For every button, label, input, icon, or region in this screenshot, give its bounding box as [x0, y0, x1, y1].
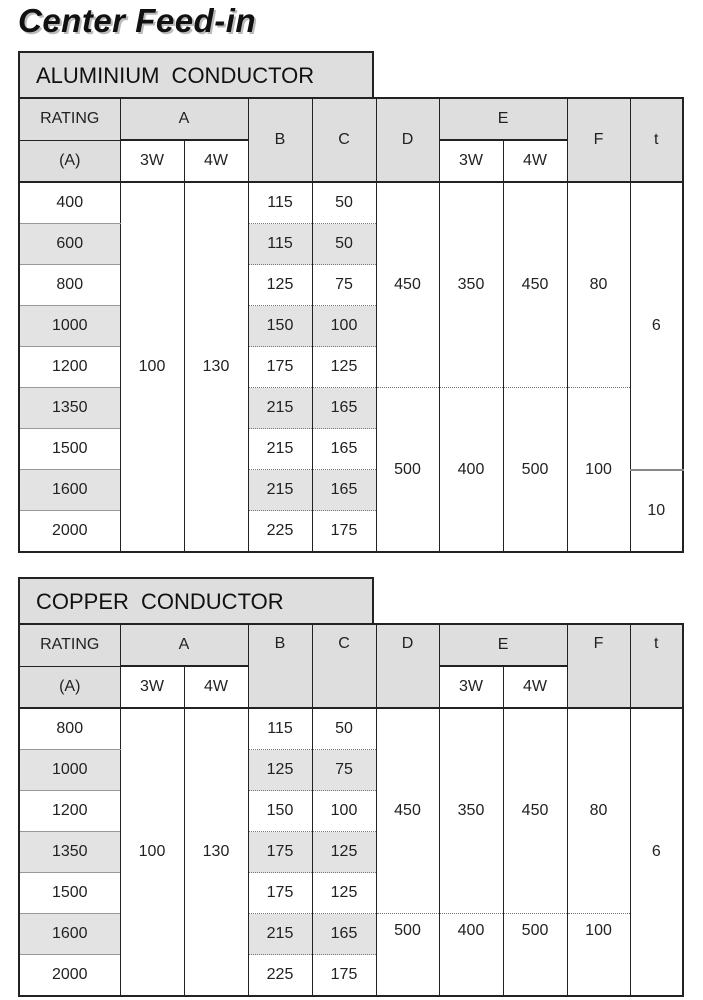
- c-header: C: [312, 624, 376, 708]
- d-header: D: [376, 624, 439, 708]
- rating-cell: 2000: [19, 955, 120, 997]
- e-3w-cell: 400: [439, 914, 503, 997]
- table-row: [19, 708, 683, 750]
- a-4w-cell: 130: [184, 708, 248, 996]
- b-cell: 115: [248, 182, 312, 224]
- c-cell: 125: [312, 873, 376, 914]
- e-4w-cell: 450: [503, 708, 567, 914]
- rating-cell: 400: [19, 182, 120, 224]
- aluminium-table: [18, 97, 684, 553]
- c-cell: 165: [312, 914, 376, 955]
- a-3w-header: 3W: [120, 140, 184, 182]
- c-cell: 75: [312, 750, 376, 791]
- a-4w-cell: 130: [184, 182, 248, 552]
- c-cell: 50: [312, 224, 376, 265]
- rating-cell: 1600: [19, 470, 120, 511]
- b-cell: 175: [248, 873, 312, 914]
- e-4w-cell: 450: [503, 182, 567, 388]
- table-row: [19, 914, 683, 955]
- c-cell: 75: [312, 265, 376, 306]
- t-cell: 6: [630, 182, 683, 470]
- a-4w-header: 4W: [184, 666, 248, 708]
- copper-table: [18, 623, 684, 997]
- rating-cell: 1200: [19, 791, 120, 832]
- a-header: A: [120, 98, 248, 140]
- unit-header: (A): [19, 666, 120, 708]
- b-cell: 115: [248, 224, 312, 265]
- b-cell: 125: [248, 265, 312, 306]
- a-3w-header: 3W: [120, 666, 184, 708]
- b-cell: 150: [248, 791, 312, 832]
- c-header: C: [312, 98, 376, 182]
- copper-section-label: COPPER CONDUCTOR: [18, 577, 374, 623]
- e-4w-cell: 500: [503, 914, 567, 997]
- b-cell: 175: [248, 347, 312, 388]
- c-cell: 175: [312, 955, 376, 997]
- a-3w-cell: 100: [120, 708, 184, 996]
- b-cell: 215: [248, 914, 312, 955]
- b-cell: 225: [248, 955, 312, 997]
- d-cell: 500: [376, 388, 439, 553]
- e-4w-cell: 500: [503, 388, 567, 553]
- c-cell: 165: [312, 388, 376, 429]
- rating-cell: 1500: [19, 429, 120, 470]
- e-header: E: [439, 624, 567, 666]
- c-cell: 50: [312, 708, 376, 750]
- rating-cell: 600: [19, 224, 120, 265]
- c-cell: 100: [312, 306, 376, 347]
- f-header: F: [567, 98, 630, 182]
- rating-cell: 1350: [19, 832, 120, 873]
- b-cell: 175: [248, 832, 312, 873]
- f-header: F: [567, 624, 630, 708]
- b-cell: 115: [248, 708, 312, 750]
- f-cell: 80: [567, 708, 630, 914]
- b-cell: 215: [248, 388, 312, 429]
- e-4w-header: 4W: [503, 666, 567, 708]
- e-4w-header: 4W: [503, 140, 567, 182]
- rating-cell: 800: [19, 265, 120, 306]
- c-cell: 175: [312, 511, 376, 553]
- rating-cell: 1350: [19, 388, 120, 429]
- c-cell: 50: [312, 182, 376, 224]
- table-row: [19, 182, 683, 224]
- b-cell: 225: [248, 511, 312, 553]
- rating-cell: 1000: [19, 750, 120, 791]
- rating-cell: 2000: [19, 511, 120, 553]
- c-cell: 125: [312, 832, 376, 873]
- d-cell: 450: [376, 708, 439, 914]
- rating-header: RATING: [19, 98, 120, 140]
- t-cell: 6: [630, 708, 683, 996]
- e-3w-cell: 350: [439, 182, 503, 388]
- rating-cell: 1500: [19, 873, 120, 914]
- unit-header: (A): [19, 140, 120, 182]
- d-cell: 500: [376, 914, 439, 997]
- b-header: B: [248, 98, 312, 182]
- f-cell: 100: [567, 914, 630, 997]
- rating-cell: 800: [19, 708, 120, 750]
- c-cell: 100: [312, 791, 376, 832]
- e-header: E: [439, 98, 567, 140]
- a-4w-header: 4W: [184, 140, 248, 182]
- a-header: A: [120, 624, 248, 666]
- b-cell: 215: [248, 429, 312, 470]
- e-3w-cell: 400: [439, 388, 503, 553]
- rating-cell: 1000: [19, 306, 120, 347]
- a-3w-cell: 100: [120, 182, 184, 552]
- d-cell: 450: [376, 182, 439, 388]
- t-header: t: [630, 624, 683, 708]
- c-cell: 165: [312, 429, 376, 470]
- e-3w-header: 3W: [439, 666, 503, 708]
- page-title: Center Feed-in: [18, 2, 257, 39]
- header-row: [19, 98, 683, 140]
- f-cell: 80: [567, 182, 630, 388]
- b-cell: 150: [248, 306, 312, 347]
- aluminium-section-label: ALUMINIUM CONDUCTOR: [18, 51, 374, 97]
- b-header: B: [248, 624, 312, 708]
- b-cell: 215: [248, 470, 312, 511]
- table-row: [19, 388, 683, 429]
- f-cell: 100: [567, 388, 630, 553]
- rating-cell: 1200: [19, 347, 120, 388]
- rating-cell: 1600: [19, 914, 120, 955]
- e-3w-cell: 350: [439, 708, 503, 914]
- c-cell: 165: [312, 470, 376, 511]
- b-cell: 125: [248, 750, 312, 791]
- d-header: D: [376, 98, 439, 182]
- t-cell: 10: [630, 470, 683, 553]
- header-row: [19, 624, 683, 666]
- rating-header: RATING: [19, 624, 120, 666]
- e-3w-header: 3W: [439, 140, 503, 182]
- c-cell: 125: [312, 347, 376, 388]
- t-header: t: [630, 98, 683, 182]
